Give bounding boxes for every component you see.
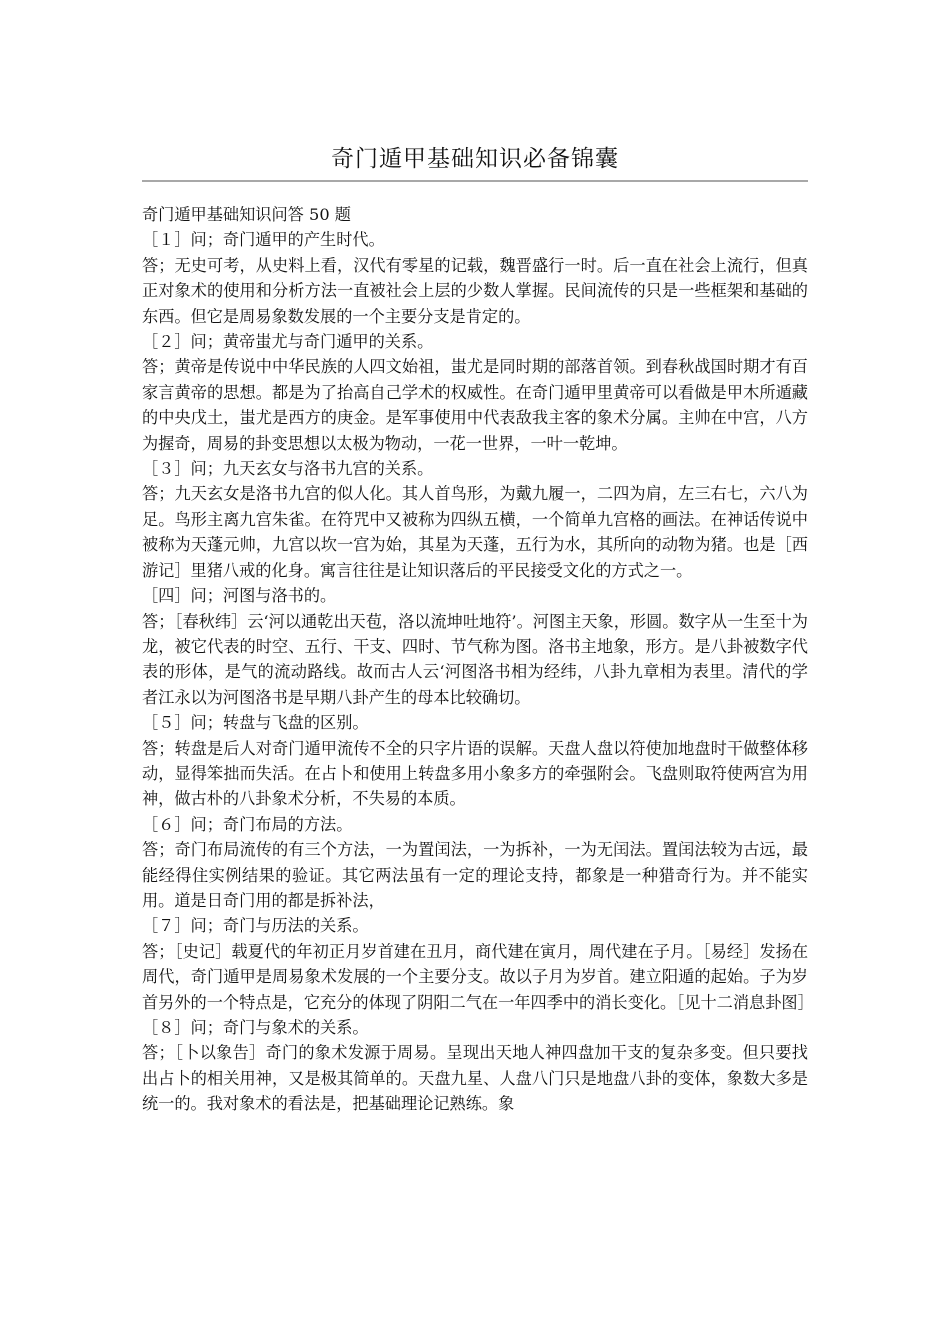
answer-3: 答；九天玄女是洛书九宫的似人化。其人首鸟形，为戴九履一，二四为肩，左三右七，六八为足。鸟形主离九宫朱雀。在符咒中又被称为四纵五横，一个简单九宫格的画法。在神话传说中被称为天蓬元帅，九宫以坎一宫为始，其星为天蓬，五行为水，其所向的动物为猪。也是［西游记］里猪八戒的化身。寓言往往是让知识落后的平民接受文化的方式之一。 [142,484,808,580]
question-4: ［四］问；河图与洛书的。 [142,586,337,606]
answer-6: 答；奇门布局流传的有三个方法，一为置闰法，一为拆补，一为无闰法。置闰法较为古远，最能经得住实例结果的验证。其它两法虽有一定的理论支持，都象是一种猎奇行为。并不能实用。道是日奇门用的都是拆补法， [142,840,808,910]
document-title: 奇门遁甲基础知识必备锦囊 [331,146,619,172]
answer-5: 答；转盘是后人对奇门遁甲流传不全的只字片语的误解。天盘人盘以符使加地盘时干做整体移动，显得笨拙而失活。在占卜和使用上转盘多用小象多方的牵强附会。飞盘则取符使两宫为用神，做古朴的八卦象术分析，不失易的本质。 [142,738,808,809]
document-subtitle: 奇门遁甲基础知识问答 50 题 [142,205,351,224]
answer-2: 答；黄帝是传说中中华民族的人四文始祖，蚩尤是同时期的部落首领。到春秋战国时期才有百家言黄帝的思想。都是为了抬高自己学术的权威性。在奇门遁甲里黄帝可以看做是甲木所遁藏的中央戊土，蚩尤是西方的庚金。是军事使用中代表敌我主客的象术分属。主帅在中宫，八方为握奇，周易的卦变思想以太极为物动，一花一世界，一叶一乾坤。 [142,357,808,453]
document-body [142,202,814,1117]
answer-8: 答；［卜以象告］奇门的象术发源于周易。呈现出天地人神四盘加干支的复杂多变。但只要找出占卜的相关用神，又是极其简单的。天盘九星、人盘八门只是地盘八卦的变体，象数大多是统一的。我对象术的看法是，把基础理论记熟练。象 [142,1043,808,1114]
question-3: ［３］问；九天玄女与洛书九宫的关系。 [142,459,434,479]
question-7: ［７］问；奇门与历法的关系。 [142,916,369,936]
answer-4: 答；［春秋纬］云‘河以通乾出天苞，洛以流坤吐地符’。河图主天象，形圆。数字从一生至十为龙，被它代表的时空、五行、干支、四时、节气称为图。洛书主地象，形方。是八卦被数字代表的形体，是气的流动路线。故而古人云‘河图洛书相为经纬，八卦九章相为表里。清代的学者江永以为河图洛书是早期八卦产生的母本比较确切。 [142,611,808,707]
question-1: ［１］问；奇门遁甲的产生时代。 [142,230,385,250]
answer-1: 答；无史可考，从史料上看，汉代有零星的记载，魏晋盛行一时。后一直在社会上流行，但真正对象术的使用和分析方法一直被社会上层的少数人掌握。民间流传的只是一些框架和基础的东西。但它是周易象数发展的一个主要分支是肯定的。 [142,255,808,326]
title-divider [142,180,808,182]
answer-7: 答；［史记］载夏代的年初正月岁首建在丑月，商代建在寅月，周代建在子月。［易经］发扬在周代，奇门遁甲是周易象术发展的一个主要分支。故以子月为岁首。建立阳遁的起始。子为岁首另外的一个特点是，它充分的体现了阴阳二气在一年四季中的消长变化。［见十二消息卦图］ [142,941,814,1012]
question-8: ［８］问；奇门与象术的关系。 [142,1018,369,1037]
question-6: ［６］问；奇门布局的方法。 [142,814,353,834]
question-2: ［２］问；黄帝蚩尤与奇门遁甲的关系。 [142,332,434,352]
question-5: ［５］问；转盘与飞盘的区别。 [142,713,369,733]
